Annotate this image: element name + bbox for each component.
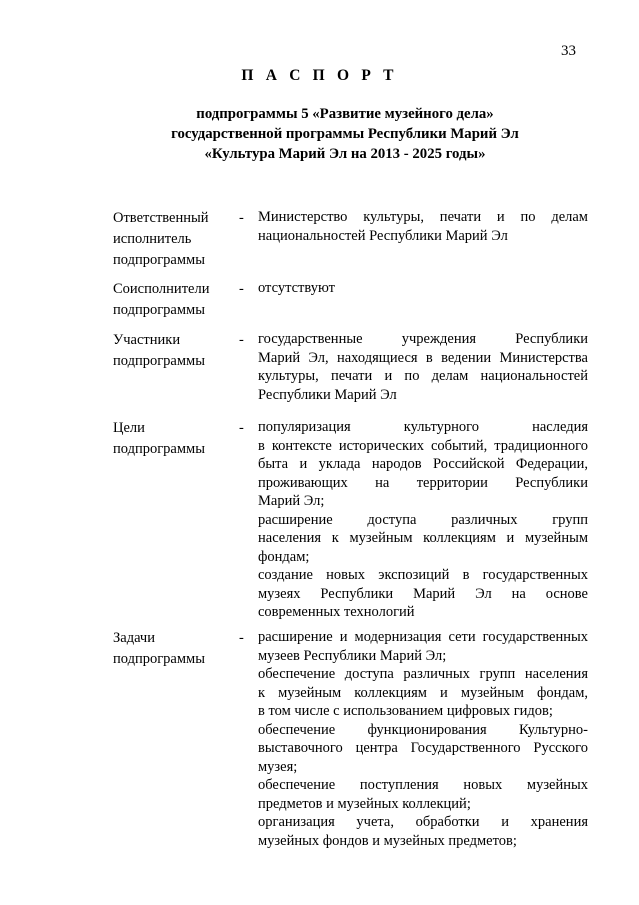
label-line: Ответственный: [113, 210, 209, 226]
content-line: в контексте исторических событий, традиционного: [258, 437, 588, 454]
content-line: населения к музейным коллекциям и музейным: [258, 530, 588, 546]
section-label: [113, 418, 238, 460]
document-subtitle: [150, 104, 540, 164]
section-label: [113, 208, 238, 271]
content-line: расширение и модернизация сети государственных: [258, 629, 588, 645]
label-line: подпрограммы: [113, 252, 205, 268]
content-line: музеев Республики Марий Эл;: [258, 647, 447, 664]
section-label: [113, 279, 238, 321]
content-line: обеспечение доступа различных групп населения: [258, 666, 588, 682]
content-line: музейных фондов и музейных предметов;: [258, 832, 517, 849]
section-dash: -: [239, 420, 244, 436]
content-line: расширение доступа различных групп: [258, 511, 588, 528]
section-content: [258, 330, 588, 404]
content-line: Марий Эл;: [258, 493, 325, 509]
label-line: исполнитель: [113, 231, 192, 247]
content-line: фондам;: [258, 548, 310, 565]
label-line: Соисполнители: [113, 281, 210, 297]
content-line: создание новых экспозиций в государственных: [258, 567, 588, 583]
label-line: подпрограммы: [113, 441, 205, 457]
label-line: Участники: [113, 332, 181, 348]
content-line: государственные учреждения Республики: [258, 331, 588, 347]
section-content: [258, 418, 588, 622]
content-line: музеях Республики Марий Эл на основе: [258, 585, 588, 602]
content-line: обеспечение поступления новых музейных: [258, 777, 588, 793]
content-line: отсутствуют: [258, 280, 335, 296]
content-line: организация учета, обработки и хранения: [258, 814, 588, 830]
section-dash: -: [239, 281, 244, 297]
content-line: Республики Марий Эл: [258, 386, 397, 403]
content-line: обеспечение функционирования Культурно-: [258, 721, 588, 738]
label-line: подпрограммы: [113, 651, 205, 667]
section-content: [258, 208, 588, 245]
label-line: подпрограммы: [113, 353, 205, 369]
label-line: Цели: [113, 420, 145, 436]
section-label: [113, 330, 238, 372]
content-line: быта и уклада народов Российской Федерации,: [258, 456, 588, 472]
content-line: предметов и музейных коллекций;: [258, 795, 471, 812]
section-dash: -: [239, 210, 244, 226]
content-line: проживающих на территории Республики: [258, 474, 588, 491]
content-line: Марий Эл, находящиеся в ведении Министерства: [258, 349, 588, 366]
subtitle-line: подпрограммы 5 «Развитие музейного дела»: [196, 106, 494, 122]
subtitle-line: государственной программы Республики Марий Эл: [171, 126, 519, 142]
content-line: выставочного центра Государственного Русского: [258, 740, 588, 756]
section-label: [113, 628, 238, 670]
subtitle-line: «Культура Марий Эл на 2013 - 2025 годы»: [204, 146, 486, 162]
section-content: [258, 279, 588, 298]
content-line: музея;: [258, 758, 298, 775]
page-number: 33: [561, 43, 576, 59]
content-line: Министерство культуры, печати и по делам: [258, 209, 588, 225]
content-line: национальностей Республики Марий Эл: [258, 227, 508, 244]
document-title: П А С П О Р Т: [241, 67, 398, 84]
label-line: Задачи: [113, 630, 155, 646]
section-dash: -: [239, 630, 244, 646]
content-line: к музейным коллекциям и музейным фондам,: [258, 684, 588, 701]
section-content: [258, 628, 588, 850]
section-dash: -: [239, 332, 244, 348]
content-line: культуры, печати и по делам национальностей: [258, 368, 588, 384]
label-line: подпрограммы: [113, 302, 205, 318]
content-line: современных технологий: [258, 604, 415, 620]
content-line: в том числе с использованием цифровых гидов;: [258, 703, 553, 719]
content-line: популяризация культурного наследия: [258, 419, 588, 435]
